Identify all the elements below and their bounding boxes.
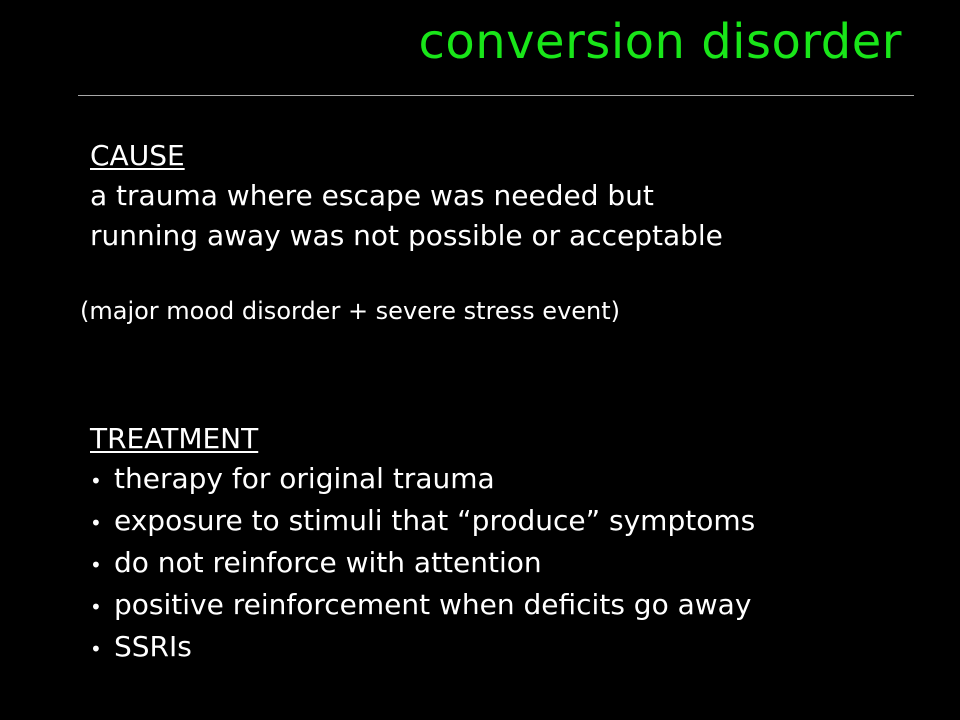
cause-section (90, 136, 723, 256)
list-item-text: SSRIs (114, 630, 192, 663)
slide-title: conversion disorder (418, 14, 902, 70)
cause-line: a trauma where escape was needed but (90, 179, 654, 212)
list-item (90, 459, 755, 501)
title-divider (78, 95, 914, 96)
treatment-list (90, 459, 755, 669)
list-item-text: positive reinforcement when deficits go away (114, 588, 752, 621)
list-item (90, 543, 755, 585)
bullet-icon: • (90, 637, 102, 661)
treatment-section (90, 419, 755, 669)
bullet-icon: • (90, 469, 102, 493)
list-item (90, 627, 755, 669)
list-item (90, 501, 755, 543)
treatment-heading: TREATMENT (90, 422, 259, 455)
list-item-text: therapy for original trauma (114, 462, 495, 495)
list-item (90, 585, 755, 627)
bullet-icon: • (90, 511, 102, 535)
cause-heading: CAUSE (90, 139, 185, 172)
cause-line: running away was not possible or acceptable (90, 219, 723, 252)
list-item-text: do not reinforce with attention (114, 546, 542, 579)
cause-note: (major mood disorder + severe stress event) (80, 297, 621, 325)
bullet-icon: • (90, 553, 102, 577)
bullet-icon: • (90, 595, 102, 619)
list-item-text: exposure to stimuli that “produce” symptoms (114, 504, 756, 537)
